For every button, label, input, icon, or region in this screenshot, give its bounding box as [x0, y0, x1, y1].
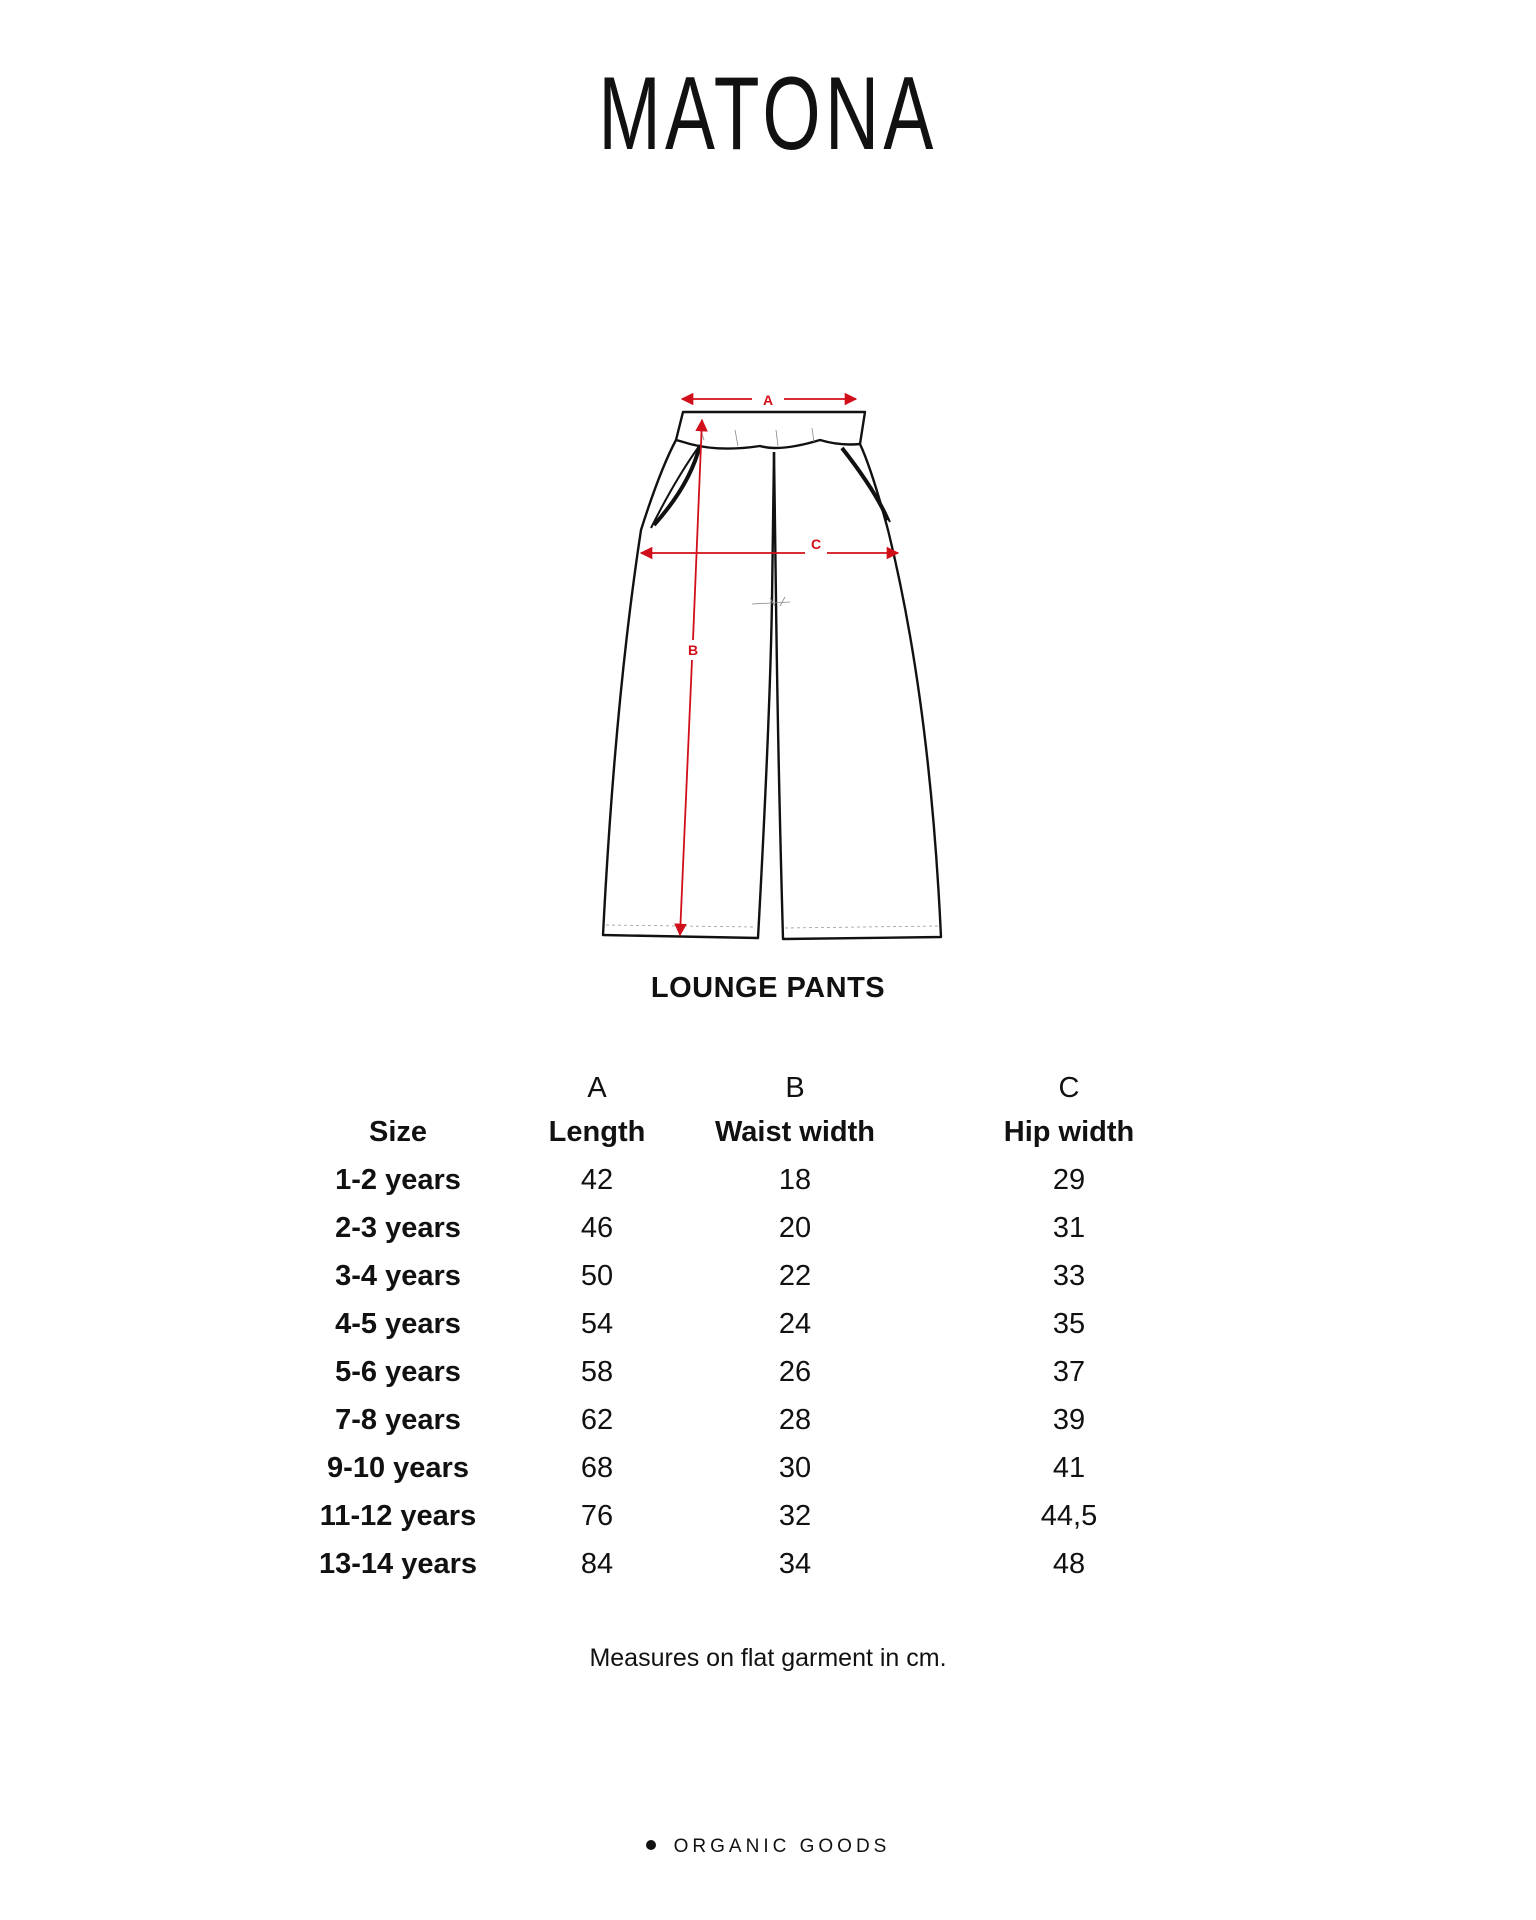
table-row [0, 1348, 1536, 1396]
length-cell: 50 [580, 1260, 614, 1292]
footer-text: ORGANIC GOODS [673, 1836, 891, 1857]
size-cell: 4-5 years [335, 1308, 461, 1340]
length-cell: 62 [580, 1404, 614, 1436]
header-letter-b: B [785, 1072, 805, 1104]
hip-cell: 37 [1052, 1356, 1086, 1388]
hip-cell: 39 [1052, 1404, 1086, 1436]
length-cell: 68 [580, 1452, 614, 1484]
table-row [0, 1444, 1536, 1492]
measure-label-c: C [810, 536, 822, 552]
size-cell: 13-14 years [318, 1548, 478, 1580]
pants-outline [603, 412, 941, 939]
waist-cell: 24 [778, 1308, 812, 1340]
length-cell: 76 [580, 1500, 614, 1532]
size-cell: 2-3 years [335, 1212, 461, 1244]
footer [0, 1836, 1536, 1858]
size-cell: 9-10 years [327, 1452, 469, 1484]
length-cell: 42 [580, 1164, 614, 1196]
header-size: Size [368, 1116, 428, 1148]
table-header-labels [0, 1108, 1536, 1156]
header-letter-a: A [587, 1072, 607, 1104]
header-waist-width: Waist width [714, 1116, 876, 1148]
waist-cell: 32 [778, 1500, 812, 1532]
product-title: LOUNGE PANTS [650, 972, 886, 1004]
dot-icon [646, 1840, 656, 1850]
waist-cell: 20 [778, 1212, 812, 1244]
size-cell: 5-6 years [335, 1356, 461, 1388]
table-row [0, 1300, 1536, 1348]
header-hip-width: Hip width [1003, 1116, 1135, 1148]
length-cell: 54 [580, 1308, 614, 1340]
length-cell: 46 [580, 1212, 614, 1244]
measurement-footnote: Measures on flat garment in cm. [589, 1644, 947, 1672]
hip-cell: 48 [1052, 1548, 1086, 1580]
table-row [0, 1492, 1536, 1540]
brand-logo: MATONA [598, 56, 938, 172]
length-cell: 58 [580, 1356, 614, 1388]
waist-cell: 18 [778, 1164, 812, 1196]
size-cell: 7-8 years [335, 1404, 461, 1436]
hip-cell: 44,5 [1040, 1500, 1098, 1532]
table-row [0, 1396, 1536, 1444]
waist-cell: 26 [778, 1356, 812, 1388]
table-header-letters [0, 1068, 1536, 1108]
size-cell: 1-2 years [335, 1164, 461, 1196]
waist-cell: 28 [778, 1404, 812, 1436]
hip-cell: 33 [1052, 1260, 1086, 1292]
hip-cell: 35 [1052, 1308, 1086, 1340]
waist-cell: 30 [778, 1452, 812, 1484]
hip-cell: 29 [1052, 1164, 1086, 1196]
size-table [0, 1068, 1536, 1588]
table-row [0, 1252, 1536, 1300]
measure-label-b: B [687, 642, 699, 658]
size-cell: 3-4 years [335, 1260, 461, 1292]
table-row [0, 1540, 1536, 1588]
length-cell: 84 [580, 1548, 614, 1580]
measure-label-a: A [762, 392, 774, 408]
header-letter-c: C [1058, 1072, 1080, 1104]
header-length: Length [548, 1116, 646, 1148]
waist-cell: 22 [778, 1260, 812, 1292]
waist-cell: 34 [778, 1548, 812, 1580]
hip-cell: 41 [1052, 1452, 1086, 1484]
table-row [0, 1204, 1536, 1252]
table-row [0, 1156, 1536, 1204]
size-cell: 11-12 years [319, 1500, 477, 1532]
hip-cell: 31 [1052, 1212, 1086, 1244]
